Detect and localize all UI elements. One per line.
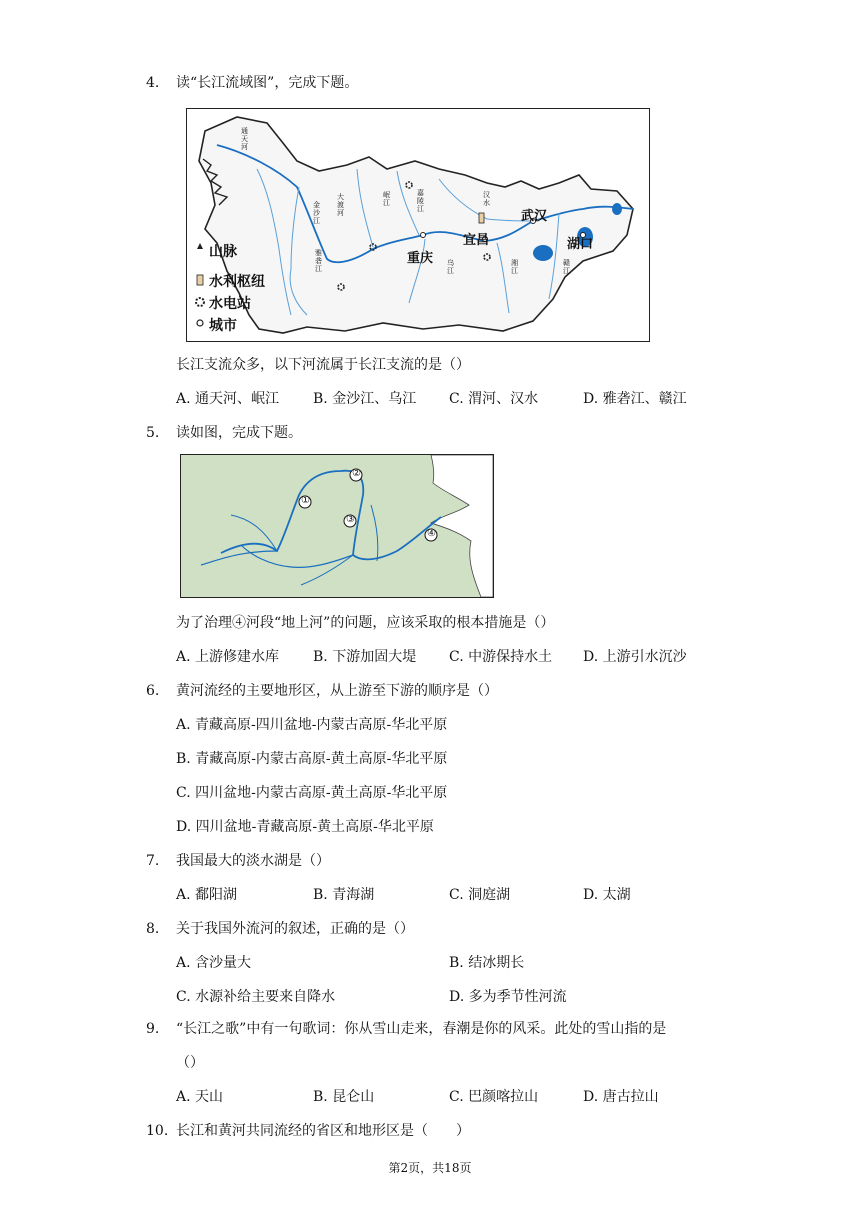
option-b[interactable]: B. 青藏高原-内蒙古高原-黄土高原-华北平原 — [176, 751, 448, 767]
marker-label: ④ — [427, 528, 436, 539]
option-a[interactable]: A. 含沙量大 — [176, 955, 252, 971]
option-b[interactable]: B. 结冰期长 — [449, 955, 525, 971]
river-label: 嘉陵江 — [417, 189, 424, 213]
option-b[interactable]: B. 下游加固大堤 — [313, 649, 417, 665]
river-label: 赣江 — [563, 259, 570, 275]
question-stem: “长江之歌”中有一句歌词：你从雪山走来，春潮是你的风采。此处的雪山指的是 — [176, 1021, 667, 1037]
question-number: 4. — [146, 75, 160, 91]
river-label: 金沙江 — [313, 201, 320, 225]
question-sub: 长江支流众多，以下河流属于长江支流的是（） — [176, 357, 470, 373]
yellow-river-drawing — [181, 455, 493, 597]
question-number: 9. — [146, 1021, 160, 1037]
question-stem: 黄河流经的主要地形区，从上游至下游的顺序是（） — [176, 683, 498, 699]
option-d[interactable]: D. 四川盆地-青藏高原-黄土高原-华北平原 — [176, 819, 434, 835]
option-c[interactable]: C. 渭河、汉水 — [449, 391, 539, 407]
option-c[interactable]: C. 水源补给主要来自降水 — [176, 989, 336, 1005]
option-a[interactable]: A. 青藏高原-四川盆地-内蒙古高原-华北平原 — [176, 717, 448, 733]
option-a[interactable]: A. 上游修建水库 — [176, 649, 280, 665]
option-b[interactable]: B. 金沙江、乌江 — [313, 391, 417, 407]
river-label: 大渡河 — [337, 193, 344, 217]
option-c[interactable]: C. 巴颜喀拉山 — [449, 1089, 539, 1105]
legend-label: 水电站 — [209, 296, 251, 312]
option-a[interactable]: A. 鄱阳湖 — [176, 887, 238, 903]
city-label: 武汉 — [521, 209, 548, 224]
option-d[interactable]: D. 太湖 — [583, 887, 631, 903]
river-label: 通天河 — [241, 127, 248, 151]
river-label: 乌江 — [447, 259, 454, 275]
legend-label: 城市 — [209, 318, 237, 334]
page-footer: 第2页，共18页 — [388, 1161, 472, 1175]
river-label: 汉水 — [483, 191, 490, 207]
question-stem: 关于我国外流河的叙述，正确的是（） — [176, 921, 414, 937]
option-c[interactable]: C. 洞庭湖 — [449, 887, 511, 903]
option-c[interactable]: C. 中游保持水土 — [449, 649, 553, 665]
yellow-river-map — [180, 454, 494, 598]
legend-label: 山脉 — [209, 244, 237, 260]
option-d[interactable]: D. 雅砻江、赣江 — [583, 391, 687, 407]
legend-label: 水利枢纽 — [209, 274, 265, 290]
marker-label: ② — [352, 468, 361, 479]
option-b[interactable]: B. 青海湖 — [313, 887, 375, 903]
option-b[interactable]: B. 昆仑山 — [313, 1089, 375, 1105]
river-label: 岷江 — [383, 191, 390, 207]
question-stem: 读如图，完成下题。 — [176, 425, 302, 441]
question-number: 10. — [146, 1123, 169, 1139]
question-number: 7. — [146, 853, 160, 869]
option-a[interactable]: A. 通天河、岷江 — [176, 391, 280, 407]
question-sub: 为了治理④河段“地上河”的问题，应该采取的根本措施是（） — [176, 615, 555, 631]
option-c[interactable]: C. 四川盆地-内蒙古高原-黄土高原-华北平原 — [176, 785, 448, 801]
option-a[interactable]: A. 天山 — [176, 1089, 224, 1105]
marker-label: ③ — [346, 514, 355, 525]
question-number: 5. — [146, 425, 160, 441]
question-stem: 读“长江流域图”，完成下题。 — [176, 75, 359, 91]
city-label: 湖口 — [567, 237, 594, 252]
yangtze-basin-map — [186, 108, 650, 342]
option-d[interactable]: D. 上游引水沉沙 — [583, 649, 687, 665]
option-d[interactable]: D. 多为季节性河流 — [449, 989, 567, 1005]
question-stem: 长江和黄河共同流经的省区和地形区是（ ） — [176, 1123, 470, 1139]
question-number: 6. — [146, 683, 160, 699]
yangtze-map-drawing — [187, 109, 649, 341]
river-label: 雅砻江 — [315, 249, 322, 273]
question-stem: 我国最大的淡水湖是（） — [176, 853, 330, 869]
option-d[interactable]: D. 唐古拉山 — [583, 1089, 659, 1105]
question-stem-continued: （） — [176, 1055, 204, 1071]
question-number: 8. — [146, 921, 160, 937]
city-label: 重庆 — [407, 251, 434, 266]
river-label: 湘江 — [511, 259, 518, 275]
marker-label: ① — [301, 495, 310, 506]
city-label: 宜昌 — [463, 233, 490, 248]
